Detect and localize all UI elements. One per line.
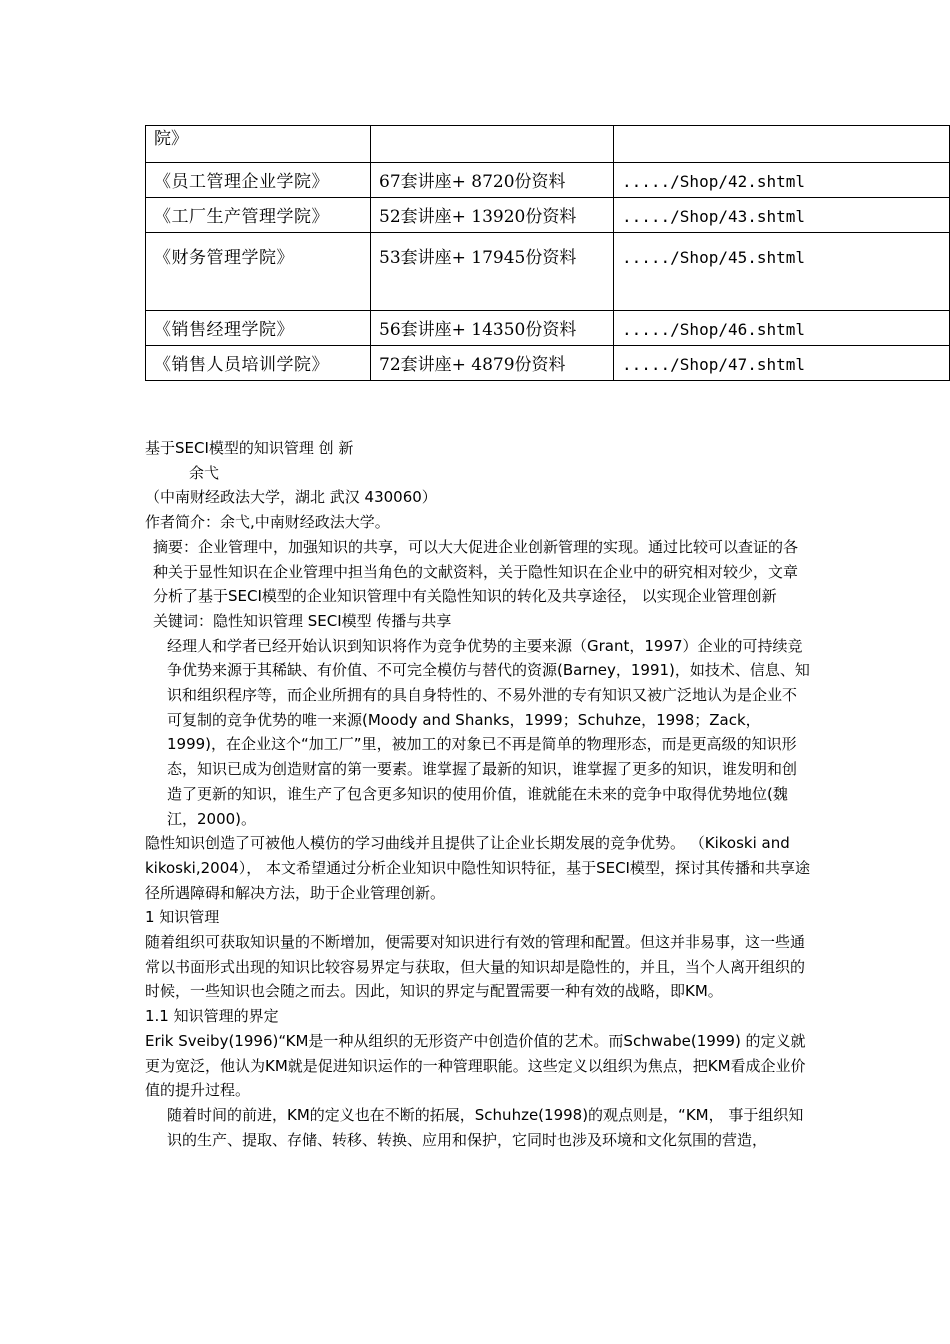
table-cell-content: 52套讲座+ 13920份资料 xyxy=(371,198,614,233)
paragraph: 经理人和学者已经开始认识到知识将作为竞争优势的主要来源（Grant，1997）企业的可持续竞争优势来源于其稀缺、有价值、不可完全模仿与替代的资源(Barney，1991)，如技术、信息、知识和组织程序等，而企业所拥有的具自身特性的、不易外泄的专有知识又被广泛地认为是企业不可复制的竞争优势的唯一来源(Moody and Shanks，1999；Schuhze，1998；Zack，1999)，在企业这个“加工厂”里，被加工的对象已不再是简单的物理形态，而是更高级的知识形态，知识已成为创造财富的第一要素。谁掌握了最新的知识，谁掌握了更多的知识，谁发明和创造了更新的知识，谁生产了包含更多知识的使用价值，谁就能在未来的竞争中取得优势地位(魏江，2000)。 xyxy=(167,636,810,828)
table-row xyxy=(146,233,950,311)
table-cell-content: 56套讲座+ 14350份资料 xyxy=(371,311,614,346)
table-row xyxy=(146,163,950,198)
table-row xyxy=(146,311,950,346)
paragraph: 随着组织可获取知识量的不断增加，便需要对知识进行有效的管理和配置。但这并非易事，这一些通常以书面形式出现的知识比较容易界定与获取，但大量的知识却是隐性的，并且，当个人离开组织的时候，一些知识也会随之而去。因此，知识的界定与配置需要一种有效的战略，即KM。 xyxy=(145,933,806,1001)
author-name: 余弋 xyxy=(189,463,220,482)
table-cell-link[interactable]: ...../Shop/43.shtml xyxy=(614,198,950,233)
table-cell-college: 《财务管理学院》 xyxy=(146,233,371,311)
table-row xyxy=(146,126,950,163)
table-cell-content: 67套讲座+ 8720份资料 xyxy=(371,163,614,198)
section-heading: 1 知识管理 xyxy=(145,908,220,927)
paragraph: 随着时间的前进，KM的定义也在不断的拓展，Schuhze(1998)的观点则是，“KM， 事于组织知识的生产、提取、存储、转移、转换、应用和保护，它同时也涉及环境和文化氛围的营造， xyxy=(167,1105,804,1149)
table-cell-college: 《销售人员培训学院》 xyxy=(146,346,371,381)
table-cell-link xyxy=(614,126,950,163)
table-cell-link[interactable]: ...../Shop/46.shtml xyxy=(614,311,950,346)
table-cell-link[interactable]: ...../Shop/45.shtml xyxy=(614,233,950,311)
article-title: 基于SECI模型的知识管理 创 新 xyxy=(145,439,354,457)
article-body xyxy=(145,436,810,1152)
author-bio: 作者简介：余弋,中南财经政法大学。 xyxy=(145,513,390,532)
abstract: 摘要：企业管理中，加强知识的共享，可以大大促进企业创新管理的实现。通过比较可以查证的各种关于显性知识在企业管理中担当角色的文献资料，关于隐性知识在企业中的研究相对较少，文章分析了基于SECI模型的企业知识管理中有关隐性知识的转化及共享途径， 以实现企业管理创新 xyxy=(153,537,799,606)
paragraph: 隐性知识创造了可被他人模仿的学习曲线并且提供了让企业长期发展的竞争优势。 （Kikoski and kikoski,2004）， 本文希望通过分析企业知识中隐性知识特征，基于SECI模型，探讨其传播和共享途径所遇障碍和解决方法，助于企业管理创新。 xyxy=(145,834,810,902)
table-cell-link[interactable]: ...../Shop/42.shtml xyxy=(614,163,950,198)
author-affiliation: （中南财经政法大学，湖北 武汉 430060） xyxy=(145,488,437,507)
table-row xyxy=(146,346,950,381)
table-cell-content: 53套讲座+ 17945份资料 xyxy=(371,233,614,311)
paragraph: Erik Sveiby(1996)“KM是一种从组织的无形资产中创造价值的艺术。而Schwabe(1999) 的定义就更为宽泛，他认为KM就是促进知识运作的一种管理职能。这些定义以组织为焦点，把KM看成企业价值的提升过程。 xyxy=(145,1031,806,1100)
keywords: 关键词：隐性知识管理 SECI模型 传播与共享 xyxy=(153,611,452,630)
table-cell-college: 院》 xyxy=(146,126,371,163)
table-cell-content xyxy=(371,126,614,163)
resource-table xyxy=(145,125,950,381)
table-cell-content: 72套讲座+ 4879份资料 xyxy=(371,346,614,381)
table-cell-college: 《销售经理学院》 xyxy=(146,311,371,346)
table-cell-college: 《员工管理企业学院》 xyxy=(146,163,371,198)
table-cell-link[interactable]: ...../Shop/47.shtml xyxy=(614,346,950,381)
table-cell-college: 《工厂生产管理学院》 xyxy=(146,198,371,233)
subsection-heading: 1.1 知识管理的界定 xyxy=(145,1007,279,1026)
table-row xyxy=(146,198,950,233)
